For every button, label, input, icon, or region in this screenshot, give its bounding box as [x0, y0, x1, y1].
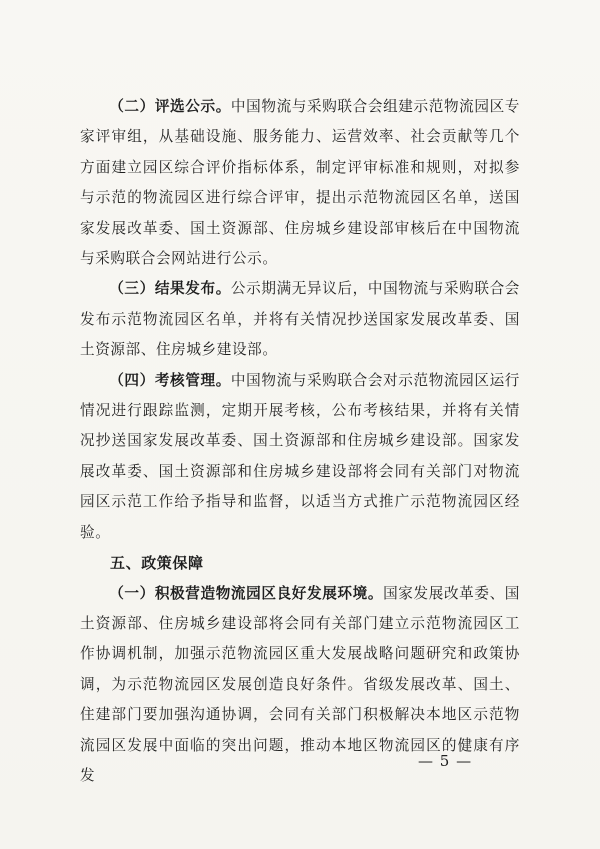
paragraph-lead: （四）考核管理。 — [109, 371, 231, 389]
paragraph-lead: （三）结果发布。 — [109, 280, 231, 298]
paragraph-text: 中国物流与采购联合会对示范物流园区运行情况进行跟踪监测，定期开展考核，公布考核结果，并将有关情况抄送国家发展改革委、国土资源部和住房城乡建设部。国家发展改革委、国土资源部和住房城乡建设部将会同有关部门对物流园区示范工作给予指导和监督，以适当方式推广示范物流园区经验。 — [80, 371, 520, 541]
paragraph-text: 公示期满无异议后，中国物流与采购联合会发布示范物流园区名单，并将有关情况抄送国家发展改革委、国土资源部、住房城乡建设部。 — [80, 280, 520, 359]
section-heading: 五、政策保障 — [110, 554, 204, 573]
paragraph-text: 国家发展改革委、国土资源部、住房城乡建设部将会同有关部门建立示范物流园区工作协调机制，加强示范物流园区重大发展战略问题研究和政策协调，为示范物流园区发展创造良好条件。省级发展改革、国土、住建部门要加强沟通协调，会同有关部门积极解决本地区示范物流园区发展中面临的突出问题，推动本地区物流园区的健康有序发 — [80, 584, 520, 784]
paragraph-review-publicity — [80, 92, 520, 274]
page-number: — 5 — — [418, 752, 473, 770]
paragraph-assessment-management — [80, 366, 520, 548]
paragraph-text: 中国物流与采购联合会组建示范物流园区专家评审组，从基础设施、服务能力、运营效率、社会贡献等几个方面建立园区综合评价指标体系，制定评审标准和规则，对拟参与示范的物流园区进行综合评审，提出示范物流园区名单，送国家发展改革委、国土资源部、住房城乡建设部审核后在中国物流与采购联合会网站进行公示。 — [80, 98, 520, 268]
body-text — [80, 92, 520, 791]
paragraph-lead: （二）评选公示。 — [109, 98, 231, 115]
paragraph-lead: （一）积极营造物流园区良好发展环境。 — [109, 584, 384, 602]
paragraph-result-release — [80, 274, 520, 365]
